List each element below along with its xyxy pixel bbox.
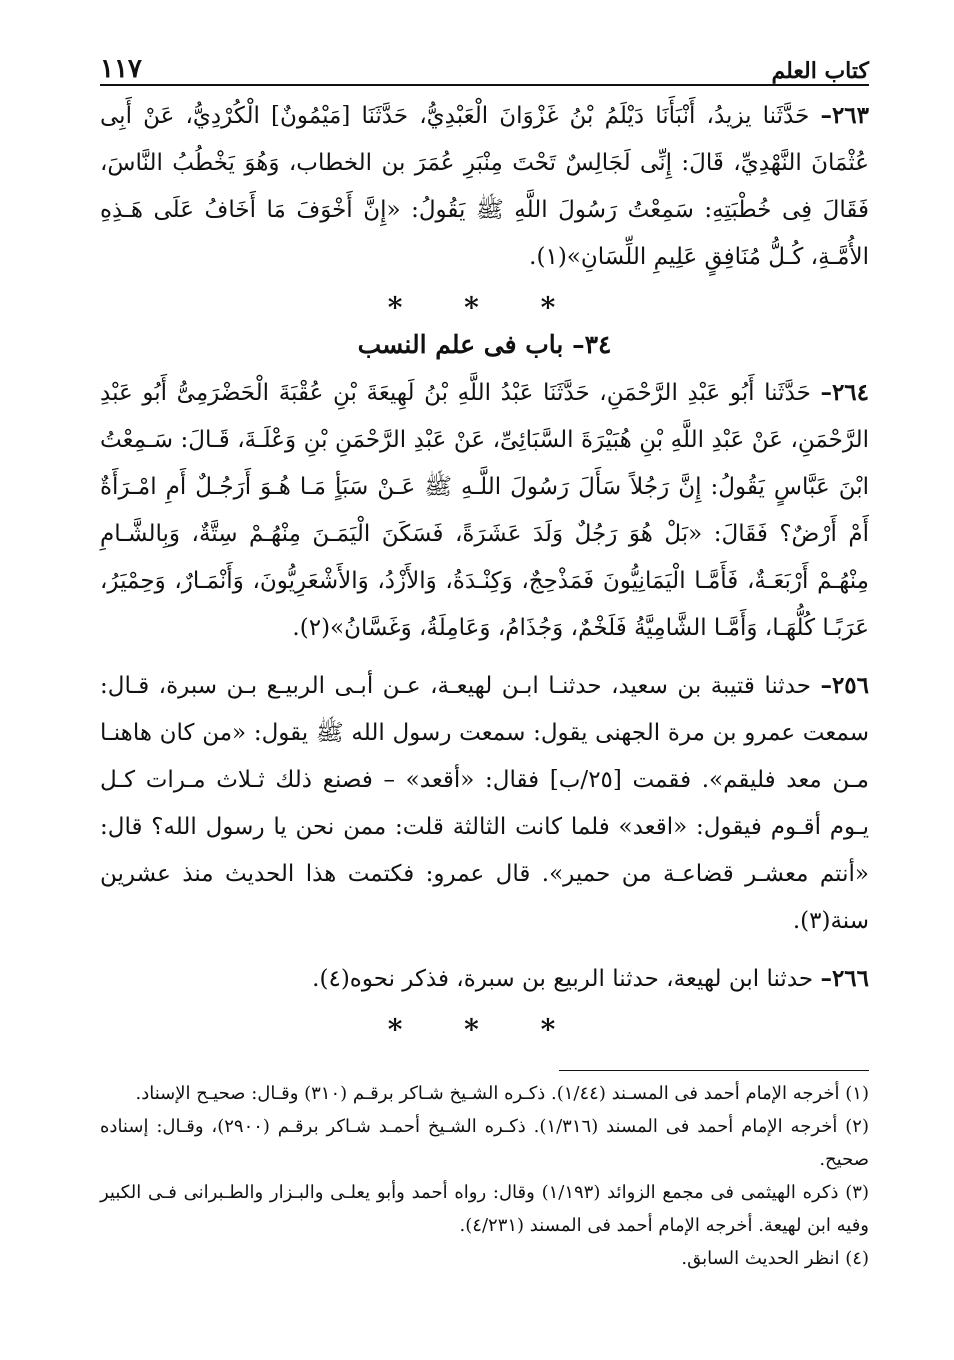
- hadith-paragraph: [100, 92, 869, 281]
- footnote-item: (٤) انظر الحديث السابق.: [681, 1248, 869, 1269]
- hadith-text: حدثنا ابن لهيعة، حدثنا الربيع بن سبرة، فذكر نحوه(٤).: [312, 966, 814, 992]
- hadith-number: ٢٦٦–: [820, 965, 869, 992]
- page-number: ١١٧: [100, 54, 142, 84]
- footnote-item: (٣) ذكره الهيثمى فى مجمع الزوائد (١/١٩٣) وقال: رواه أحمد وأبو يعلـى والبـزار والطـبرانى فـى الكبير وفيه ابن لهيعة. أخرجه الإمام أحمد فى المسند (٤/٢٣١).: [100, 1182, 869, 1236]
- footnote-item: (١) أخرجه الإمام أحمد فى المسـند (١/٤٤). ذكـره الشـيخ شـاكر برقـم (٣١٠) وقـال: صحيـح الإسناد.: [135, 1083, 869, 1104]
- hadith-paragraph: [100, 662, 869, 945]
- hadith-text: حَدَّثَنا يزيدُ، أَنْبَأَنَا دَيْلَمُ بْنُ غَزْوَانَ الْعَبْدِيُّ، حَدَّثَنَا [مَيْمُونٌ] الْكُرْدِيُّ، عَنْ أَبِى عُثْمَانَ النَّهْدِيِّ، قَالَ: إِنِّى لَجَالِسٌ تَحْتَ مِنْبَرِ عُمَرَ بن الخطاب، وَهُوَ يَخْطُبُ النَّاسَ، فَقَالَ فِى خُطْبَتِهِ: سَمِعْتُ رَسُولَ اللَّهِ ﷺ يَقُولُ: «إِنَّ أَخْوَفَ مَا أَخَافُ عَلَى هَـذِهِ الأُمَّـةِ، كُـلُّ مُنَافِقٍ عَلِيمِ اللِّسَانِ»(١).: [100, 103, 869, 270]
- footnote-divider: [559, 1070, 869, 1071]
- footnotes: [100, 1077, 869, 1275]
- page-header: [100, 40, 869, 86]
- hadith-paragraph: [100, 955, 869, 1003]
- footnote-item: (٢) أخرجه الإمام أحمد فى المسند (١/٣١٦). ذكـره الشـيخ أحمـد شـاكر برقـم (٢٩٠٠)، وقـال: إسناده صحيح.: [100, 1116, 869, 1170]
- chapter-heading: ٣٤– باب فى علم النسب: [357, 330, 612, 359]
- hadith-number: ٢٦٣–: [820, 102, 870, 129]
- book-section-title: كتاب العلم: [771, 58, 869, 84]
- hadith-number: ٢٥٦–: [820, 672, 869, 699]
- section-separator: * * *: [387, 291, 582, 324]
- page-body: [100, 92, 869, 1275]
- hadith-paragraph: [100, 369, 869, 652]
- hadith-number: ٢٦٤–: [820, 379, 869, 406]
- hadith-text: حَدَّثَنا أَبُو عَبْدِ الرَّحْمَنِ، حَدَّثَنَا عَبْدُ اللَّهِ بْنُ لَهِيعَةَ بْنِ عُقْبَةَ الْحَضْرَمِىُّ أَبُو عَبْدِ الرَّحْمَنِ، عَنْ عَبْدِ اللَّهِ بْنِ هُبَيْرَةَ السَّبَائِىِّ، عَنْ عَبْدِ الرَّحْمَنِ بْنِ وَعْلَـةَ، قَـالَ: سَـمِعْتُ ابْنَ عَبَّاسٍ يَقُولُ: إِنَّ رَجُلاً سَأَلَ رَسُولَ اللَّـهِ ﷺ عَـنْ سَبَأٍ مَـا هُـوَ أَرَجُـلٌ أَمِ امْـرَأَةٌ أَمْ أَرْضٌ؟ فَقَالَ: «بَلْ هُوَ رَجُلٌ وَلَدَ عَشَرَةً، فَسَكَنَ الْيَمَـنَ مِنْهُـمْ سِتَّةٌ، وَبِالشَّـامِ مِنْهُـمْ أَرْبَعَـةٌ، فَأَمَّـا الْيَمَانِيُّونَ فَمَذْحِجٌ، وَكِنْـدَةُ، وَالأَزْدُ، وَالأَشْعَرِيُّونَ، وَأَنْمَـارٌ، وَحِمْيَرُ، عَرَبًـا كُلُّهَـا، وَأَمَّـا الشَّامِيَّةُ فَلَخْمٌ، وَجُذَامُ، وَعَامِلَةُ، وَغَسَّانُ»(٢).: [100, 380, 869, 641]
- hadith-text: حدثنا قتيبة بن سعيد، حدثنـا ابـن لهيعـة، عـن أبـى الربيـع بـن سبرة، قـال: سمعت عمرو بن مرة الجهنى يقول: سمعت رسول الله ﷺ يقول: «من كان هاهنـا مـن معد فليقم». فقمت [٢٥/ب] فقال: «أقعد» – فصنع ذلك ثـلاث مـرات كـل يـوم أقـوم فيقول: «اقعد» فلما كانت الثالثة قلت: ممن نحن يا رسول الله؟ قال: «أنتم معشـر قضاعـة من حمير». قال عمرو: فكتمت هذا الحديث منذ عشرين سنة(٣).: [100, 673, 869, 934]
- section-separator: * * *: [387, 1013, 582, 1046]
